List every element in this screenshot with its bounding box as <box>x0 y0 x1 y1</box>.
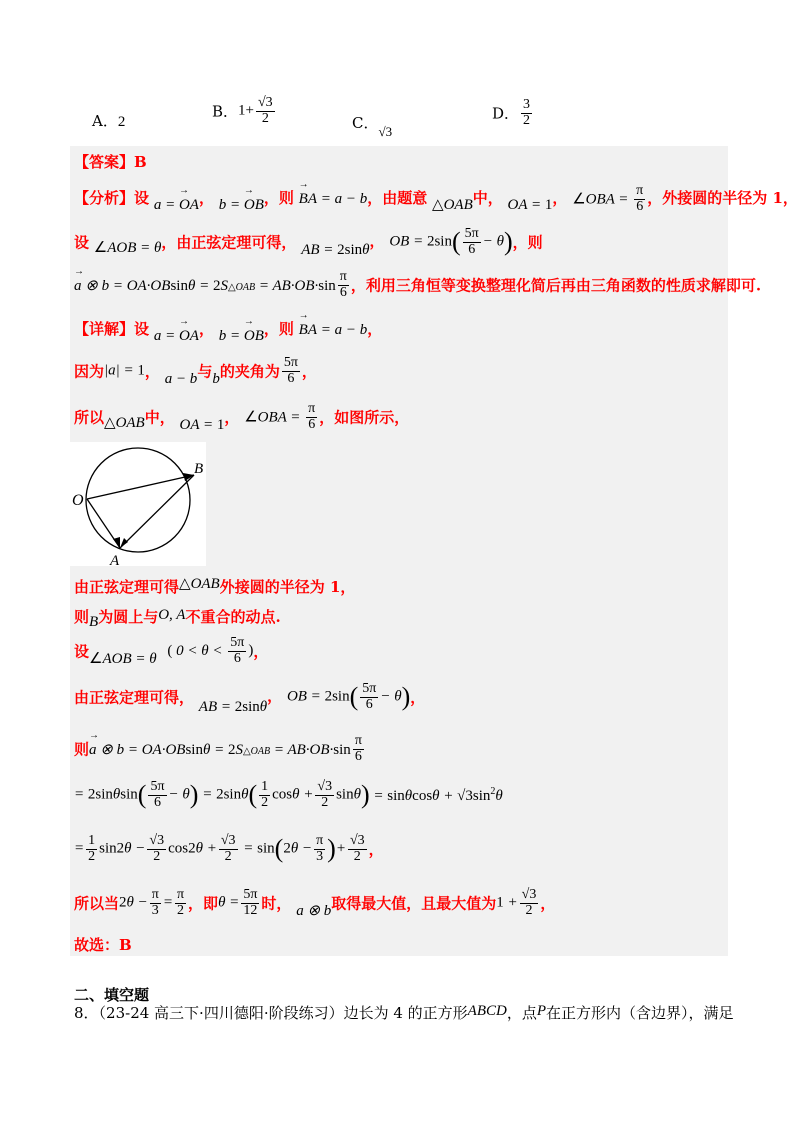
analysis-text: ，则 <box>263 189 294 208</box>
analysis-text: ，由正弦定理可得， <box>161 233 297 252</box>
math-b: B <box>89 614 99 630</box>
detail-line-8: 则→ a ⊗ b = OA·OBsinθ = 2S△OAB = AB·OB·sin $\frac{\pi}{6}$ <box>74 734 366 764</box>
detail-text: ，则 <box>263 320 294 338</box>
detail-label: 【详解】 <box>74 320 135 338</box>
math-angle-oba: ∠OBA = <box>572 191 633 208</box>
label-o: O <box>72 492 84 509</box>
detail-text: 所以当 <box>74 894 120 913</box>
detail-line-10: = $\frac{1}{2}$ sin2θ − $\frac{√3}{2}$ cos2θ + $\frac{√3}{2}$ = sin(2θ − $\frac{\pi}{3}$ )+ $\frac{√3}{2}$ ， <box>74 833 384 864</box>
question-8-text: 8．（23-24 高三下·四川德阳·阶段练习）边长为 4 的正方形 <box>74 1004 468 1022</box>
detail-text: 中， <box>144 408 175 427</box>
detail-text: 由正弦定理可得 <box>74 578 180 596</box>
math-b: b <box>212 371 220 388</box>
detail-text: ，如图所示， <box>319 408 410 427</box>
math-ab-eq: AB = 2sinθ <box>301 242 370 259</box>
detail-text: 因为 <box>74 362 105 381</box>
section-title: 二、填空题 <box>74 986 150 1004</box>
detail-line-1 <box>74 318 383 344</box>
detail-text: ， <box>410 688 426 707</box>
option-b-num: √3 <box>258 95 273 110</box>
analysis-text: ， <box>198 189 214 208</box>
question-8-point: P <box>536 1003 547 1019</box>
detail-text: ， <box>224 408 240 427</box>
option-d-letter: D． <box>492 104 520 123</box>
option-d <box>492 98 534 128</box>
detail-text: 则 <box>74 608 90 626</box>
math-ba-eq: → BA = a − b <box>299 191 368 207</box>
analysis-line-3: → a ⊗ b = OA·OBsinθ = 2S△OAB = AB·OB·sin $\frac{\pi}{6}$ ，利用三角恒等变换整理化简后再由三角函数的性质求解即可. <box>74 270 761 300</box>
math-angle-oba: ∠OBA = <box>244 409 305 426</box>
detail-final-answer: 故选：B <box>74 936 132 954</box>
math-frac-pi-6: $\frac{\pi}{6}$ <box>636 183 644 214</box>
detail-text: 与 <box>197 362 213 381</box>
detail-text: ， <box>540 894 556 913</box>
math-step-2: = <box>74 840 85 857</box>
detail-line-7: 由正弦定理可得， AB = 2sinθ， OB = 2sin( $\frac{5\pi}{6}$ − θ)， <box>74 681 426 716</box>
option-b-int: 1+ <box>238 102 254 119</box>
option-a-value: 2 <box>117 114 126 130</box>
detail-text: ， <box>267 687 283 706</box>
detail-text: 时， <box>261 894 292 913</box>
detail-text: 则 <box>74 740 90 759</box>
math-theta-range: ( 0 < θ < <box>167 642 223 659</box>
analysis-text: 设 <box>134 189 150 208</box>
analysis-line-1 <box>74 184 798 214</box>
math-a-otimes-b: → a ⊗ b = OA·OBsinθ = 2S△OAB = AB·OB·sin <box>89 742 351 758</box>
detail-text: ， <box>367 320 383 338</box>
detail-text: 由正弦定理可得， <box>74 688 195 707</box>
option-d-den: 2 <box>523 112 531 128</box>
analysis-text: ，由题意 <box>367 189 428 208</box>
detail-text: ， <box>301 362 317 381</box>
math-frac-5pi-6: $\frac{5\pi}{6}$ <box>283 355 298 386</box>
math-ob-eq: OB = 2sin <box>389 233 452 250</box>
detail-line-6: 设∠AOB = θ ( 0 < θ < $\frac{5\pi}{6}$ )， <box>74 635 269 668</box>
analysis-text: ， <box>369 232 385 251</box>
math-angle-aob: ∠AOB = θ <box>89 651 157 668</box>
math-ba-eq: → BA = a − b <box>299 322 368 338</box>
math-a-eq-oa: a = → OA <box>154 328 199 344</box>
question-8-text: 在正方形内（含边界），满足 <box>546 1004 734 1022</box>
math-o-a: O, A <box>158 607 186 623</box>
option-b-letter: B． <box>212 102 239 121</box>
detail-line-4 <box>74 576 355 597</box>
math-condition: 2θ − <box>119 894 148 911</box>
math-max-value: 1 + <box>496 894 518 911</box>
math-triangle-oab: △OAB <box>179 576 220 592</box>
analysis-label: 【分析】 <box>74 189 135 208</box>
math-ob-eq: OB = 2sin <box>286 688 350 705</box>
option-b <box>212 96 277 126</box>
math-oa-eq-1: OA = 1 <box>179 417 225 434</box>
analysis-text: 设 <box>74 233 90 252</box>
math-step-1: = 2sinθsin <box>74 786 138 803</box>
math-a-minus-b: a − b <box>164 371 198 388</box>
math-a-otimes-b-short: a ⊗ b <box>296 903 332 920</box>
math-ab-eq: AB = 2sinθ <box>198 699 268 716</box>
math-b-eq-ob: b = → OB <box>219 197 264 213</box>
label-a: A <box>110 553 120 566</box>
math-oa-eq-1: OA = 1 <box>507 197 553 214</box>
math-angle-aob: ∠AOB = θ <box>93 240 162 257</box>
option-c-value: √3 <box>378 124 393 139</box>
option-c <box>352 112 393 139</box>
analysis-text: ，外接圆的半径为 1， <box>647 189 798 208</box>
label-b: B <box>194 461 204 477</box>
detail-line-11: 所以当2θ − $\frac{\pi}{3}$ = $\frac{\pi}{2}$ ，即θ = $\frac{5\pi}{12}$ 时， a ⊗ b取得最大值，且最大值为1 + $\frac{√3}{2}$ ， <box>74 887 556 920</box>
detail-text: 取得最大值，且最大值为 <box>331 894 497 913</box>
detail-line-2 <box>74 356 317 386</box>
analysis-text: ，则 <box>512 233 543 252</box>
detail-text: ， <box>368 840 384 859</box>
option-c-letter: C． <box>352 114 379 132</box>
detail-text: 设 <box>74 642 90 661</box>
option-b-den: 2 <box>261 110 269 126</box>
detail-text: ， <box>253 642 269 661</box>
math-triangle-oab: △OAB <box>104 415 145 432</box>
detail-line-3: 所以△OAB中， OA = 1， ∠OBA = $\frac{\pi}{6}$ ，如图所示， <box>74 401 410 434</box>
math-b-eq-ob: b = → OB <box>219 328 264 344</box>
detail-text: 为圆上与 <box>98 608 159 626</box>
math-triangle-oab: △OAB <box>432 197 473 214</box>
option-d-num: 3 <box>523 97 531 112</box>
answer-line: 【答案】B <box>74 153 147 171</box>
analysis-text: ， <box>552 189 568 208</box>
option-a <box>92 110 125 131</box>
detail-text: ， <box>144 362 160 381</box>
math-theta-value: θ = <box>218 894 240 911</box>
math-abs-a: |a| = 1 <box>104 362 145 379</box>
analysis-text: 中， <box>472 189 503 208</box>
circle-figure <box>70 442 206 566</box>
detail-text: 所以 <box>74 408 105 427</box>
option-a-letter: A． <box>92 112 118 130</box>
detail-text: 不重合的动点. <box>185 608 281 626</box>
detail-line-9: = 2sinθsin( $\frac{5\pi}{6}$ − θ) = 2sinθ( $\frac{1}{2}$ cosθ + $\frac{√3}{2}$ $\sin\theta) = \sin\theta\cos\theta + √3\sin^2\theta$ <box>74 779 503 810</box>
detail-text: 外接圆的半径为 1， <box>219 578 356 596</box>
question-8-text: ，点 <box>506 1004 537 1022</box>
detail-text: 的夹角为 <box>219 362 280 381</box>
detail-text: 设 <box>134 320 150 338</box>
detail-text: ，即 <box>188 894 219 913</box>
question-8-square: ABCD <box>467 1003 507 1019</box>
math-a-otimes-b: → a ⊗ b = OA·OBsinθ = 2S△OAB = AB·OB·sin <box>74 278 336 294</box>
question-8 <box>74 1002 734 1023</box>
analysis-line-2: 设 ∠AOB = θ，由正弦定理可得， AB = 2sinθ， OB = 2sin( $\frac{5\pi}{6}$ − θ)，则 <box>74 226 543 259</box>
math-a-eq-oa: a = → OA <box>154 197 199 213</box>
detail-line-5 <box>74 606 281 630</box>
analysis-text: ，利用三角恒等变换整理化简后再由三角函数的性质求解即可. <box>350 276 762 295</box>
detail-text: ， <box>198 320 214 338</box>
